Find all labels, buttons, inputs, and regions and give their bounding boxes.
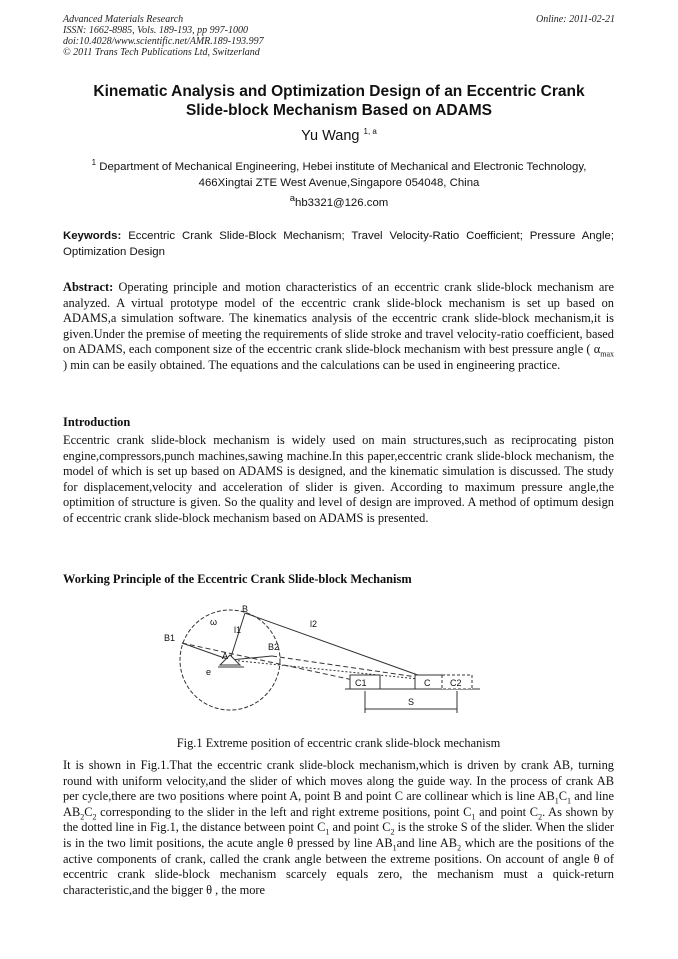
body-segment: C bbox=[558, 789, 567, 804]
journal-doi: doi:10.4028/www.scientific.net/AMR.189-193.997 bbox=[63, 36, 264, 47]
affiliation-line-1: Department of Mechanical Engineering, Hebei institute of Mechanical and Electronic Technology, bbox=[99, 160, 587, 173]
body-sub: 2 bbox=[92, 812, 97, 822]
label-omega: ω bbox=[210, 617, 218, 627]
body-sub: 1 bbox=[566, 796, 571, 806]
body-sub: 1 bbox=[392, 843, 397, 853]
body-sub: 1 bbox=[471, 812, 476, 822]
label-c: C bbox=[424, 678, 431, 688]
email-address[interactable]: hb3321@126.com bbox=[295, 196, 389, 209]
abstract-text-end: ) min can be easily obtained. The equations and the calculations can be used in engineering practice. bbox=[63, 357, 561, 372]
crank-ab2 bbox=[230, 656, 272, 660]
keywords bbox=[63, 228, 614, 260]
body-text bbox=[63, 758, 614, 898]
author-email bbox=[60, 193, 618, 209]
author bbox=[60, 127, 618, 144]
label-b2: B2 bbox=[268, 642, 280, 652]
body-sub: 2 bbox=[457, 843, 462, 853]
body-sub: 2 bbox=[538, 812, 543, 822]
label-e: e bbox=[206, 667, 212, 677]
body-segment: corresponding to the slider in the left and right extreme positions, point C bbox=[96, 804, 472, 819]
label-c1: C1 bbox=[355, 678, 367, 688]
journal-name: Advanced Materials Research bbox=[63, 14, 184, 25]
intro-text: Eccentric crank slide-block mechanism is widely used on main structures,such as reciprocating piston engine,compressors,punch machines,sawing machine.In this paper,eccentric crank slide-block mechanism, the model of which is set up based on ADAMS is designed, and the kinematic simulation is discussed. The study for displacement,velocity and acceleration of slider is given. According to maximum pressure angle,the optimition of structure is given. So the quality and level of design are improved. A method of optimum design of eccentric crank slide-block mechanism based on ADAMS is presented. bbox=[63, 433, 614, 525]
body-segment: which are the positions of the active components of crank, called the crank angle between the extreme positions. On account of angle θ of eccentric crank slide-block mechanism scarcely equals zero, the mechanism must a quick-return characteristic,and the bigger θ , the more bbox=[63, 835, 615, 897]
crank-ab bbox=[230, 613, 245, 660]
body-sub: 2 bbox=[80, 812, 85, 822]
journal-issn: ISSN: 1662-8985, Vols. 189-193, pp 997-1000 bbox=[63, 25, 248, 36]
title-line-1: Kinematic Analysis and Optimization Design of an Eccentric Crank bbox=[93, 83, 585, 100]
mechanism-figure bbox=[160, 605, 520, 730]
intro-heading: Introduction bbox=[63, 415, 131, 429]
author-name: Yu Wang bbox=[301, 127, 360, 144]
body-segment: . As shown by the dotted line in Fig.1, the distance between point C bbox=[63, 804, 614, 835]
paper-title bbox=[60, 82, 618, 120]
body-segment: It is shown in Fig.1.That the eccentric crank slide-block mechanism,which is driven by crank AB, turning round with uniform velocity,and the slider of which moves along the guide way. In the process of crank AB per cycle,there are two positions where point A, point B and point C are collinear which is line AB bbox=[63, 758, 614, 804]
label-b: B bbox=[242, 605, 249, 614]
working-heading: Working Principle of the Eccentric Crank Slide-block Mechanism bbox=[63, 572, 412, 586]
email-sup: a bbox=[289, 193, 296, 204]
body-sub: 1 bbox=[554, 796, 559, 806]
label-c2: C2 bbox=[450, 678, 462, 688]
affiliation bbox=[60, 155, 618, 191]
body-segment: C bbox=[84, 804, 93, 819]
body-segment: and point C bbox=[329, 820, 391, 835]
label-a: A bbox=[222, 651, 229, 661]
journal-copyright: © 2011 Trans Tech Publications Ltd, Switzerland bbox=[63, 47, 260, 58]
online-date: Online: 2011-02-21 bbox=[536, 14, 615, 25]
body-segment: and point C bbox=[475, 804, 539, 819]
label-b1: B1 bbox=[164, 633, 176, 643]
label-l2: l2 bbox=[310, 619, 318, 629]
affiliation-sup: 1 bbox=[91, 158, 97, 167]
keywords-label: Keywords: bbox=[63, 230, 122, 242]
keywords-text: Eccentric Crank Slide-Block Mechanism; Travel Velocity-Ratio Coefficient; Pressure Angle; Optimization Design bbox=[63, 230, 614, 258]
label-l1: l1 bbox=[234, 625, 242, 635]
abstract-sub: max bbox=[600, 349, 614, 359]
abstract-label: Abstract: bbox=[63, 280, 114, 294]
body-segment: and line AB bbox=[63, 789, 614, 819]
figure-caption: Fig.1 Extreme position of eccentric crank slide-block mechanism bbox=[176, 736, 501, 750]
body-segment: and line AB bbox=[396, 835, 458, 850]
abstract-text: Operating principle and motion characteristics of an eccentric crank slide-block mechanism are analyzed. A virtual prototype model of the eccentric crank slide-block mechanism is set up based on ADAMS,a simulation software. The kinematics analysis of the eccentric crank slide-block mechanism,it is given.Under the premise of meeting the requirements of slide stroke and travel velocity-ratio coefficient, based on ADAMS, each component size of the eccentric crank slide-block mechanism with best pressure angle ( α bbox=[63, 280, 614, 357]
author-sup: 1, a bbox=[363, 127, 377, 136]
body-sub: 2 bbox=[390, 827, 395, 837]
affiliation-line-2: 466Xingtai ZTE West Avenue,Singapore 054048, China bbox=[198, 176, 480, 189]
label-s: S bbox=[408, 697, 415, 707]
title-line-2: Slide-block Mechanism Based on ADAMS bbox=[185, 102, 493, 119]
body-sub: 1 bbox=[325, 827, 330, 837]
journal-header bbox=[63, 14, 264, 58]
abstract bbox=[63, 280, 614, 374]
body-segment: is the stroke S of the slider. When the slider is in the two limit positions, the acute angle θ pressed by line AB bbox=[63, 820, 614, 850]
